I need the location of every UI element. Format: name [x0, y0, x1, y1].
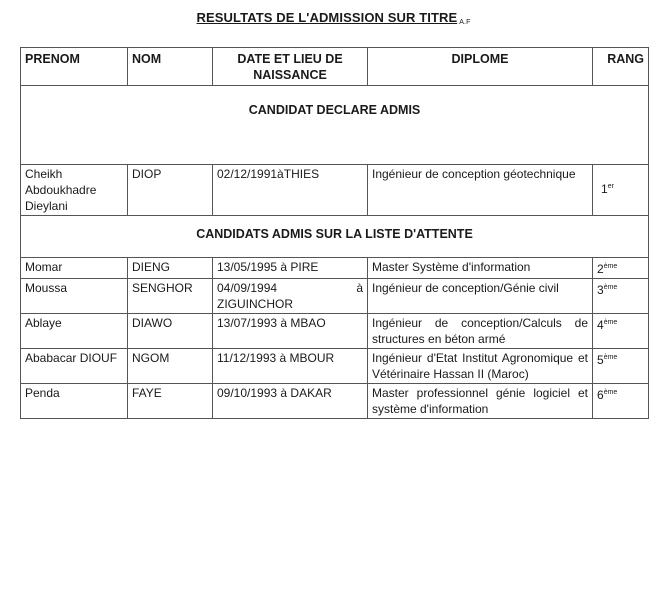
cell-diplome: Ingénieur de conception géotechnique	[368, 165, 593, 216]
cell-diplome: Ingénieur d'Etat Institut Agronomique et Vétérinaire Hassan II (Maroc)	[368, 349, 593, 384]
cell-rang	[593, 258, 649, 279]
cell-nom: NGOM	[128, 349, 213, 384]
cell-date: 04/09/1994 à ZIGUINCHOR	[213, 279, 368, 314]
table-row	[21, 314, 649, 349]
cell-diplome: Master professionnel génie logiciel et système d'information	[368, 384, 593, 419]
rang-suffix: ème	[603, 319, 618, 326]
table-row	[21, 165, 649, 216]
header-nom: NOM	[128, 48, 213, 86]
cell-prenom: Momar	[21, 258, 128, 279]
cell-rang	[593, 279, 649, 314]
rang-number: 6	[597, 388, 604, 402]
header-row	[21, 48, 649, 86]
cell-rang	[593, 349, 649, 384]
rang-number: 2	[597, 262, 604, 276]
rang-number: 1	[601, 182, 608, 196]
cell-nom: FAYE	[128, 384, 213, 419]
cell-prenom: Cheikh Abdoukhadre Dieylani	[21, 165, 128, 216]
cell-rang	[593, 165, 649, 216]
results-table	[20, 47, 649, 419]
rang-suffix: ème	[603, 354, 618, 361]
header-rang: RANG	[593, 48, 649, 86]
cell-nom: DIAWO	[128, 314, 213, 349]
rang-suffix: er	[607, 183, 614, 190]
section-row-admis	[21, 86, 649, 165]
rang-suffix: ème	[603, 389, 618, 396]
handwritten-initials: A.F	[459, 19, 471, 26]
document-title	[0, 10, 667, 26]
cell-diplome: Master Système d'information	[368, 258, 593, 279]
table-row	[21, 384, 649, 419]
header-date: DATE ET LIEU DE NAISSANCE	[213, 48, 368, 86]
rang-number: 4	[597, 318, 604, 332]
cell-date: 02/12/1991àTHIES	[213, 165, 368, 216]
cell-nom: DIENG	[128, 258, 213, 279]
cell-rang	[593, 314, 649, 349]
table-row	[21, 349, 649, 384]
rang-number: 3	[597, 283, 604, 297]
section-row-attente	[21, 216, 649, 258]
title-text: RESULTATS DE L'ADMISSION SUR TITRE	[196, 10, 458, 25]
cell-nom: DIOP	[128, 165, 213, 216]
cell-date: 13/05/1995 à PIRE	[213, 258, 368, 279]
section-title-admis: CANDIDAT DECLARE ADMIS	[21, 86, 649, 165]
cell-prenom: Ablaye	[21, 314, 128, 349]
cell-diplome: Ingénieur de conception/Calculs de structures en béton armé	[368, 314, 593, 349]
cell-date: 13/07/1993 à MBAO	[213, 314, 368, 349]
cell-prenom: Penda	[21, 384, 128, 419]
header-prenom: PRENOM	[21, 48, 128, 86]
rang-suffix: ème	[603, 263, 618, 270]
section-title-attente: CANDIDATS ADMIS SUR LA LISTE D'ATTENTE	[21, 216, 649, 258]
header-diplome: DIPLOME	[368, 48, 593, 86]
cell-date: 11/12/1993 à MBOUR	[213, 349, 368, 384]
table-row	[21, 279, 649, 314]
rang-number: 5	[597, 353, 604, 367]
cell-date: 09/10/1993 à DAKAR	[213, 384, 368, 419]
cell-diplome: Ingénieur de conception/Génie civil	[368, 279, 593, 314]
cell-prenom: Ababacar DIOUF	[21, 349, 128, 384]
table-row	[21, 258, 649, 279]
cell-nom: SENGHOR	[128, 279, 213, 314]
cell-rang	[593, 384, 649, 419]
rang-suffix: ème	[603, 284, 618, 291]
cell-prenom: Moussa	[21, 279, 128, 314]
